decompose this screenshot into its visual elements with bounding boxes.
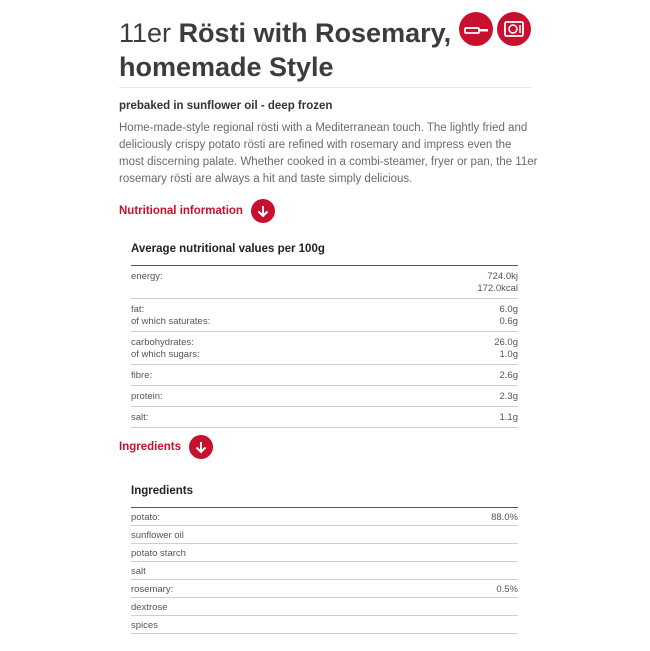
table-row <box>131 266 518 299</box>
row-label: dextrose <box>131 602 168 613</box>
row-value: 26.0g 1.0g <box>494 337 518 360</box>
row-label: potato starch <box>131 548 186 559</box>
table-row <box>131 526 518 544</box>
row-value: 2.6g <box>499 370 518 381</box>
table-row <box>131 544 518 562</box>
table-row <box>131 407 518 428</box>
product-description: Home-made-style regional rösti with a Mediterranean touch. The lightly fried and deliciously crispy potato rösti are refined with rosemary and impress even the most discerning palate. Whether cooked in a combi-steamer, fryer or pan, the 11er rosemary rösti are always a hit and taste simply delicious. <box>119 122 538 185</box>
row-value: 724.0kj 172.0kcal <box>477 271 518 294</box>
row-value: 0.5% <box>496 584 518 595</box>
nutrition-section-toggle[interactable] <box>119 199 275 223</box>
title-divider <box>119 87 531 88</box>
ingredients-table <box>131 485 518 634</box>
table-row <box>131 386 518 407</box>
row-label: fibre: <box>131 370 153 381</box>
ingredients-table-title: Ingredients <box>131 485 518 508</box>
table-row <box>131 598 518 616</box>
table-row <box>131 508 518 526</box>
row-label: potato: <box>131 512 161 523</box>
row-label: carbohydrates: of which sugars: <box>131 337 200 360</box>
row-value: 88.0% <box>491 512 518 523</box>
table-row <box>131 332 518 365</box>
product-subtitle: prebaked in sunflower oil - deep frozen <box>119 100 333 112</box>
arrow-down-icon[interactable] <box>251 199 275 223</box>
title-product-name: Rösti with Rosemary, homemade Style <box>119 18 452 82</box>
row-value: 6.0g 0.6g <box>499 304 518 327</box>
row-label: spices <box>131 620 158 631</box>
row-label: salt <box>131 566 146 577</box>
row-value: 2.3g <box>499 391 518 402</box>
table-row <box>131 580 518 598</box>
title-prefix: 11er <box>119 18 172 48</box>
row-label: salt: <box>131 412 149 423</box>
row-label: sunflower oil <box>131 530 184 541</box>
row-label: rosemary: <box>131 584 174 595</box>
oven-icon <box>497 12 531 46</box>
table-row <box>131 616 518 634</box>
row-label: protein: <box>131 391 163 402</box>
table-row <box>131 365 518 386</box>
arrow-down-icon[interactable] <box>189 435 213 459</box>
cooking-icons <box>459 12 531 46</box>
row-value: 1.1g <box>499 412 518 423</box>
page-title <box>119 16 479 84</box>
row-label: fat: of which saturates: <box>131 304 211 327</box>
table-row <box>131 299 518 332</box>
nutrition-table-title: Average nutritional values per 100g <box>131 243 518 266</box>
pan-icon <box>459 12 493 46</box>
ingredients-section-toggle[interactable] <box>119 435 213 459</box>
row-label: energy: <box>131 271 163 282</box>
ingredients-section-label: Ingredients <box>119 441 181 453</box>
table-row <box>131 562 518 580</box>
nutrition-table <box>131 243 518 428</box>
nutrition-section-label: Nutritional information <box>119 205 243 217</box>
